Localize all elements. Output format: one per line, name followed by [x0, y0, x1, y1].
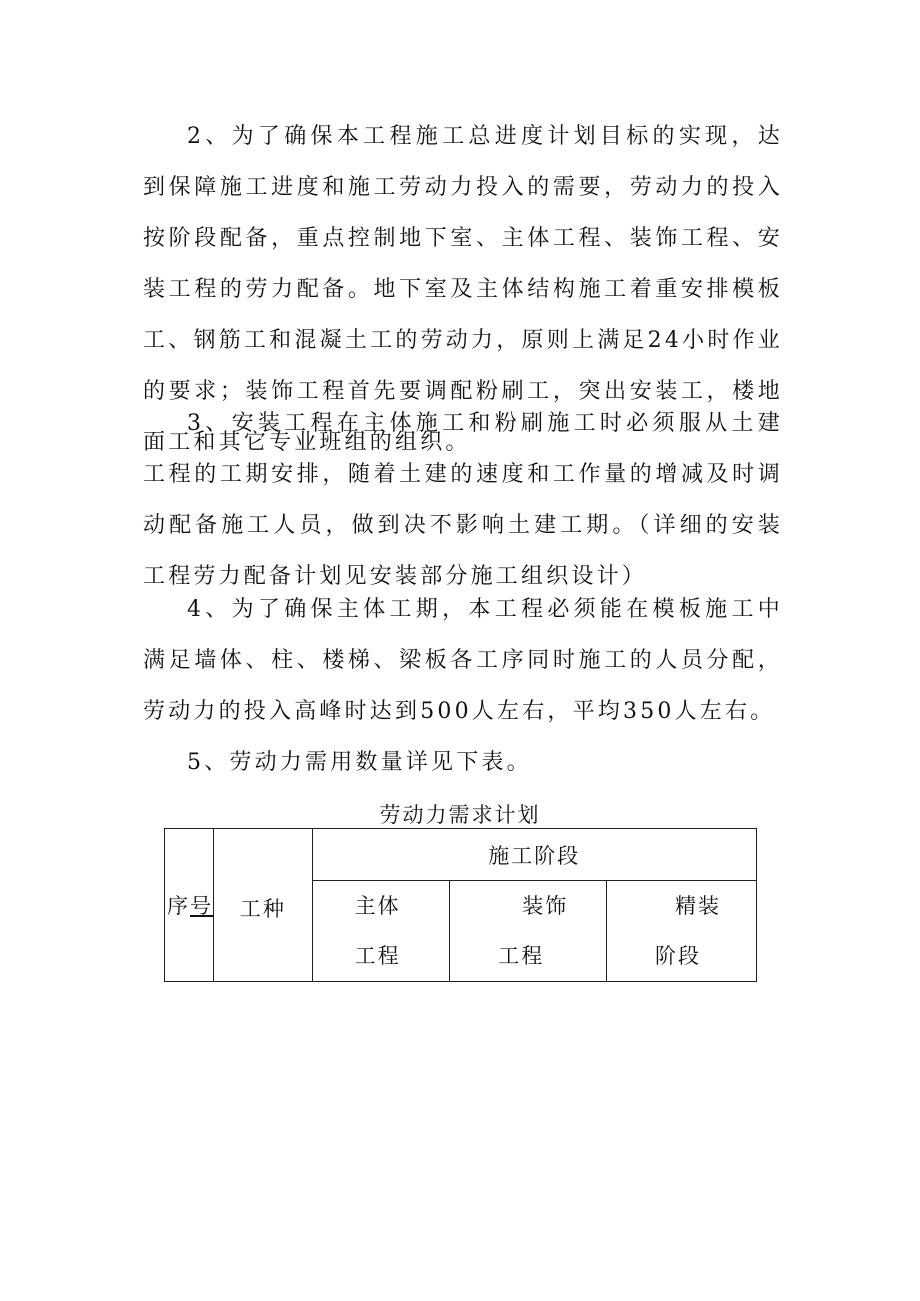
labor-demand-table — [164, 828, 757, 982]
header-work-type: 工种 — [214, 829, 312, 982]
header-stage-decoration — [450, 881, 607, 982]
header-serial-number — [165, 829, 214, 982]
stage-label-line2: 工程 — [498, 944, 545, 968]
header-serial-char-2: 号 — [190, 894, 213, 918]
stage-label-line2: 工程 — [354, 944, 401, 968]
stage-label-line1: 精装 — [674, 894, 721, 918]
stage-label-line2: 阶段 — [654, 944, 701, 968]
header-stage-fine-finish — [606, 881, 756, 982]
paragraph-5: 5、劳动力需用数量详见下表。 — [187, 750, 532, 775]
header-stage-main-structure — [312, 881, 450, 982]
stage-label-line1: 主体 — [354, 894, 401, 918]
header-construction-stage: 施工阶段 — [312, 829, 756, 881]
paragraph-4: 4、为了确保主体工期，本工程必须能在模板施工中满足墙体、柱、楼梯、梁板各工序同时施工的人员分配，劳动力的投入高峰时达到500人左右，平均350人左右。 — [143, 597, 783, 724]
table-caption: 劳动力需求计划 — [379, 803, 541, 827]
paragraph-3: 3、安装工程在主体施工和粉刷施工时必须服从土建工程的工期安排，随着土建的速度和工作量的增减及时调动配备施工人员，做到决不影响土建工期。（详细的安装工程劳力配备计划见安装部分施工组织设计） — [143, 411, 783, 589]
paragraph-2: 2、为了确保本工程施工总进度计划目标的实现，达到保障施工进度和施工劳动力投入的需要，劳动力的投入按阶段配备，重点控制地下室、主体工程、装饰工程、安装工程的劳力配备。地下室及主体结构施工着重安排模板工、钢筋工和混凝土工的劳动力，原则上满足24小时作业的要求；装饰工程首先要调配粉刷工，突出安装工，楼地面工和其它专业班组的组织。 — [143, 124, 783, 455]
stage-label-line1: 装饰 — [522, 894, 569, 918]
header-serial-char-1: 序 — [167, 894, 190, 918]
